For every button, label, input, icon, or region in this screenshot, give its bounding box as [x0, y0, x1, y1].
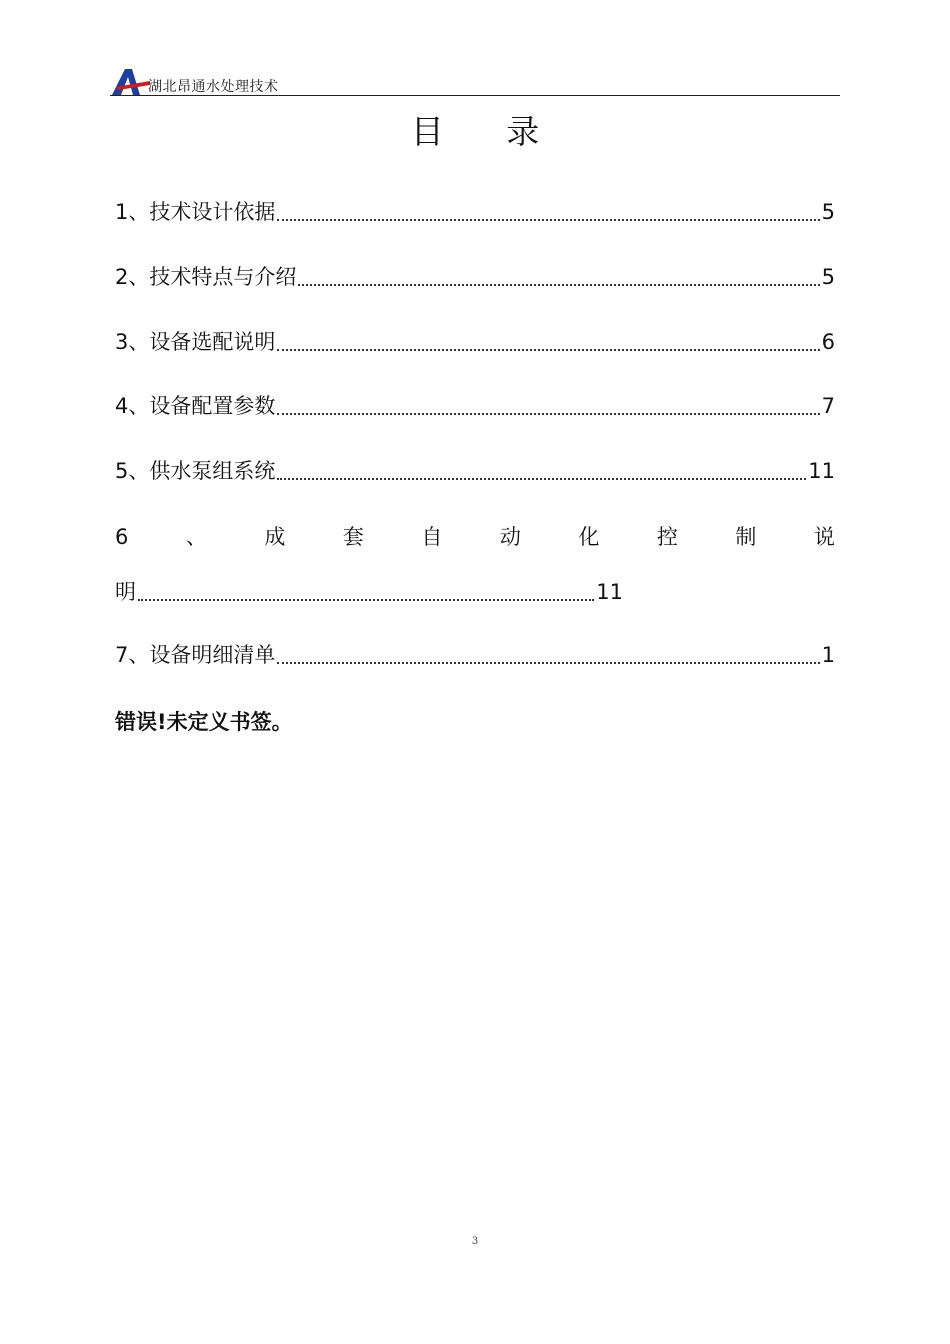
company-name: 湖北昂通水处理技术 [148, 79, 279, 95]
toc-entry-page: 5 [821, 200, 835, 224]
toc-entry-6-char: 自 [421, 525, 443, 549]
dot-leader [277, 662, 819, 664]
dot-leader [277, 349, 819, 351]
toc-entry-2[interactable] [115, 261, 835, 293]
toc-entry-3[interactable] [115, 326, 835, 358]
toc-entry-6-char: 化 [578, 525, 600, 549]
toc-entry-6[interactable] [115, 521, 835, 553]
toc-entry-label: 3、设备选配说明 [115, 330, 276, 354]
dot-leader [277, 219, 819, 221]
toc-entry-page: 11 [808, 459, 835, 483]
toc-entry-6-continuation[interactable] [115, 576, 623, 608]
toc-entry-label: 7、设备明细清单 [115, 643, 276, 667]
toc-entry-6-char: 制 [735, 525, 757, 549]
header-rule [110, 95, 840, 96]
toc-entry-label: 5、供水泵组系统 [115, 459, 276, 483]
toc-entry-6-char: 6 [115, 525, 129, 549]
toc-entry-page: 5 [821, 265, 835, 289]
toc-title: 目 录 [410, 112, 566, 151]
toc-entry-label: 4、设备配置参数 [115, 394, 276, 418]
dot-leader [277, 478, 806, 480]
toc-entry-4[interactable] [115, 390, 835, 422]
toc-entry-6-char: 控 [656, 525, 678, 549]
toc-entry-1[interactable] [115, 196, 835, 228]
page-header [110, 66, 840, 96]
toc-entry-6-char: 成 [264, 525, 286, 549]
toc-entry-5[interactable] [115, 455, 835, 487]
toc-entry-label: 2、技术特点与介绍 [115, 265, 297, 289]
toc-entry-page: 11 [596, 580, 623, 604]
toc-entry-label: 1、技术设计依据 [115, 200, 276, 224]
toc-entry-page: 1 [821, 643, 835, 667]
toc-entry-6-char: 套 [342, 525, 364, 549]
toc-entry-page: 6 [821, 330, 835, 354]
toc-entry-7[interactable] [115, 639, 835, 671]
toc-entry-6-char: 动 [499, 525, 521, 549]
dot-leader [138, 599, 594, 601]
company-logo-icon [110, 68, 150, 96]
toc-entry-label: 明 [115, 580, 136, 604]
toc-entry-6-char: 说 [813, 525, 835, 549]
dot-leader [298, 284, 819, 286]
toc-entry-6-char: 、 [185, 525, 207, 549]
dot-leader [277, 413, 819, 415]
toc-entry-page: 7 [821, 394, 835, 418]
page-number: 3 [471, 1236, 479, 1247]
toc-error-message: 错误!未定义书签。 [115, 710, 293, 734]
